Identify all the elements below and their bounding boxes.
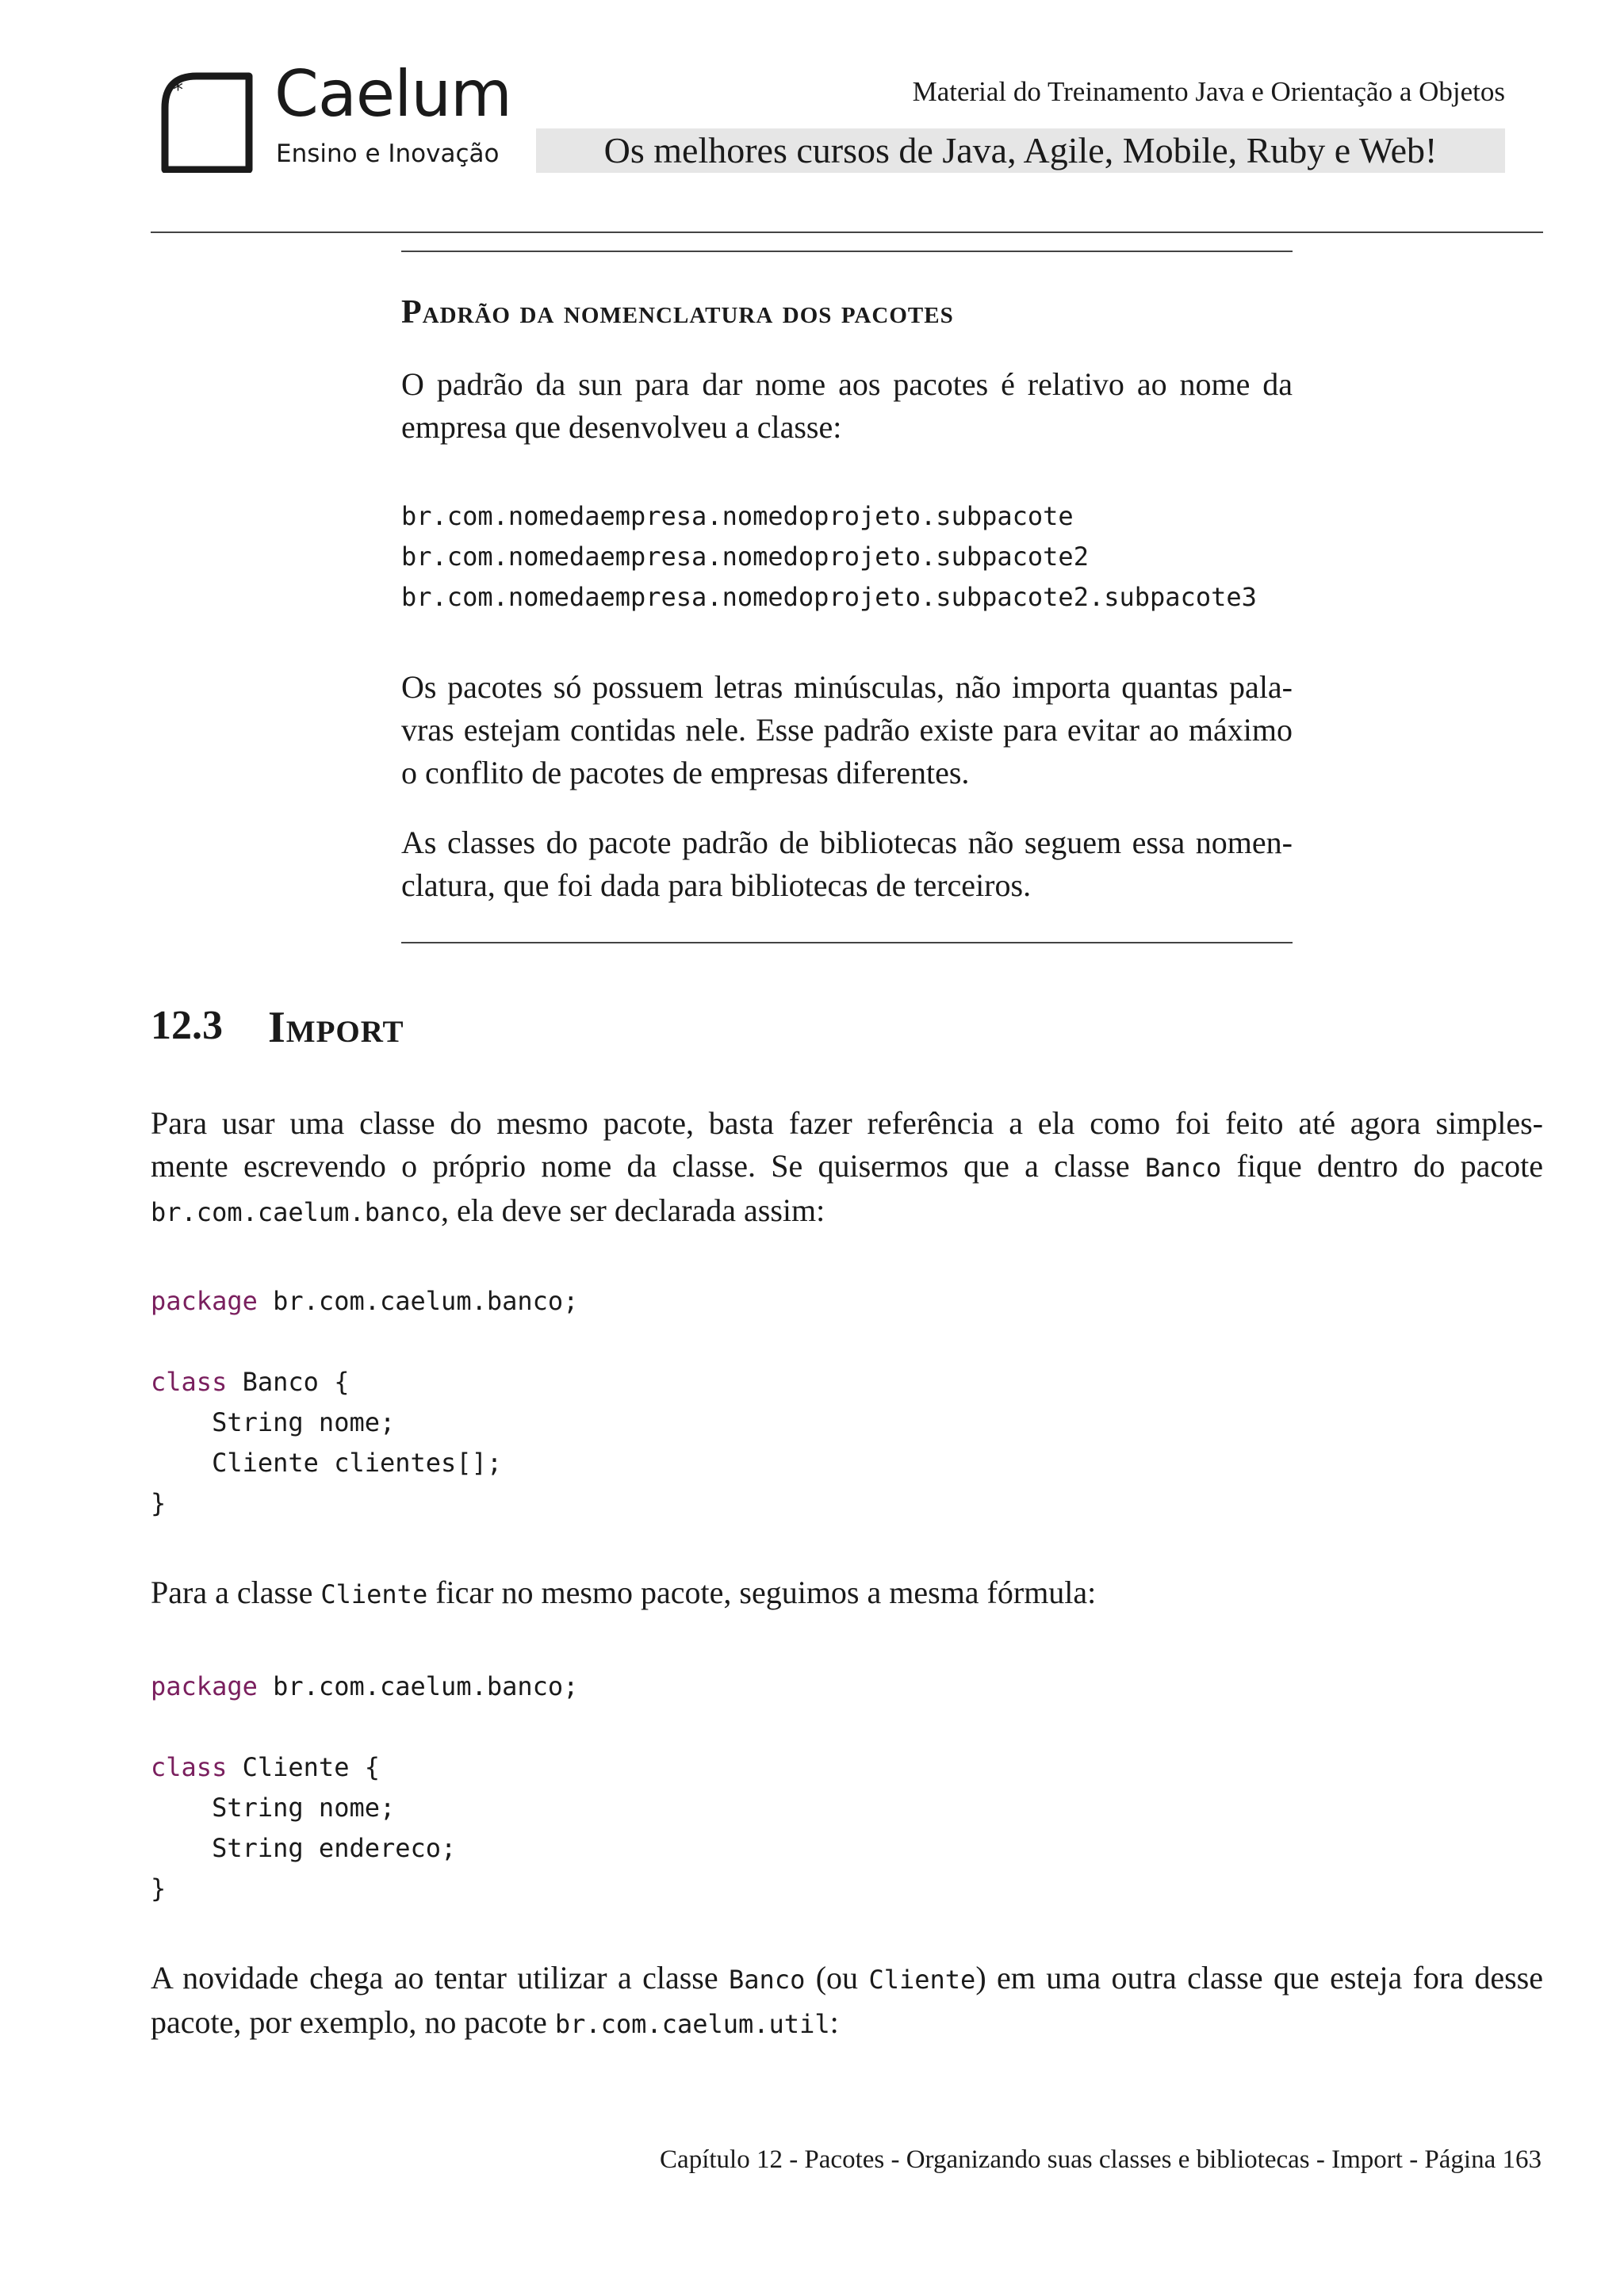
inline-code: Banco	[729, 1965, 806, 1995]
box-paragraph-3	[401, 821, 1293, 907]
box-bottom-rule	[401, 942, 1293, 943]
logo-tagline: Ensino e Inovação	[276, 140, 500, 168]
text-line	[151, 1571, 1543, 1616]
section-number: 12.3	[151, 1003, 223, 1048]
code-line: br.com.nomedaempresa.nomedoprojeto.subpacote	[401, 501, 1074, 531]
code-block-banco	[151, 1281, 578, 1524]
section-title: Import	[268, 1003, 404, 1052]
code-line	[151, 1747, 578, 1788]
code-text: br.com.caelum.banco;	[257, 1671, 579, 1701]
code-line	[151, 1281, 578, 1322]
text-fragment: (ou	[805, 1960, 869, 1996]
slogan-text: Os melhores cursos de Java, Agile, Mobile, Ruby e Web!	[603, 130, 1438, 170]
code-line: }	[151, 1873, 167, 1904]
text-line: O padrão da sun para dar nome aos pacotes é relativo ao nome da	[401, 366, 1293, 402]
code-line: Cliente clientes[];	[151, 1448, 503, 1478]
svg-text:*: *	[173, 78, 183, 102]
text-line: vras estejam contidas nele. Esse padrão existe para evitar ao máximo	[401, 712, 1293, 748]
header-divider	[151, 232, 1543, 233]
text-fragment: A novidade chega ao tentar utilizar a classe	[151, 1960, 730, 1996]
text-fragment: ficar no mesmo pacote, seguimos a mesma fórmula:	[427, 1575, 1097, 1610]
text-line: o conflito de pacotes de empresas diferentes.	[401, 755, 970, 790]
text-fragment: , ela deve ser declarada assim:	[441, 1192, 825, 1228]
text-fragment: fique dentro do pacote	[1221, 1148, 1544, 1184]
text-line: empresa que desenvolveu a classe:	[401, 409, 842, 445]
code-block-cliente	[151, 1667, 578, 1909]
text-line	[151, 1145, 1543, 1189]
code-text: br.com.caelum.banco;	[257, 1286, 579, 1316]
section-paragraph-3	[151, 1957, 1543, 2045]
code-line	[151, 1667, 578, 1707]
inline-code: Cliente	[868, 1965, 976, 1995]
inline-code: br.com.caelum.util	[554, 2009, 830, 2039]
code-line: String endereco;	[151, 1833, 457, 1863]
page-footer: Capítulo 12 - Pacotes - Organizando suas classes e bibliotecas - Import - Página 163	[660, 2145, 1542, 2174]
code-line: br.com.nomedaempresa.nomedoprojeto.subpacote2.subpacote3	[401, 582, 1257, 612]
code-line: }	[151, 1488, 167, 1518]
logo-mark-icon	[157, 70, 255, 173]
code-line	[151, 1322, 578, 1362]
text-line: Para usar uma classe do mesmo pacote, basta fazer referência a ela como foi feito até agora simples-	[151, 1105, 1543, 1141]
material-title: Material do Treinamento Java e Orientação a Objetos	[912, 76, 1505, 107]
box-top-rule	[401, 251, 1293, 252]
code-line	[151, 1707, 578, 1747]
code-keyword: class	[151, 1752, 228, 1782]
text-line: As classes do pacote padrão de bibliotecas não seguem essa nomen-	[401, 825, 1293, 860]
slogan-bar	[536, 128, 1505, 173]
code-line: String nome;	[151, 1407, 396, 1437]
inline-code: Cliente	[320, 1579, 428, 1609]
caelum-logo	[157, 57, 511, 178]
text-fragment: Para a classe	[151, 1575, 321, 1610]
code-keyword: package	[151, 1671, 258, 1701]
section-paragraph-1	[151, 1102, 1543, 1234]
text-line	[151, 1957, 1543, 2001]
text-fragment: :	[829, 2004, 839, 2040]
code-text: Cliente {	[227, 1752, 380, 1782]
section-paragraph-2	[151, 1571, 1543, 1616]
box-code-block	[401, 496, 1257, 618]
text-line: clatura, que foi dada para bibliotecas de terceiros.	[401, 867, 1032, 903]
box-intro-paragraph	[401, 363, 1293, 449]
inline-code: Banco	[1144, 1153, 1222, 1183]
text-line: Os pacotes só possuem letras minúsculas, não importa quantas pala-	[401, 669, 1293, 705]
text-line	[151, 1189, 1543, 1234]
text-fragment: pacote, por exemplo, no pacote	[151, 2004, 555, 2040]
code-line: String nome;	[151, 1793, 396, 1823]
code-text: Banco {	[227, 1367, 350, 1397]
text-line	[151, 2001, 1543, 2045]
inline-code: br.com.caelum.banco	[151, 1197, 442, 1227]
box-paragraph-2	[401, 666, 1293, 794]
text-fragment: ) em uma outra classe que esteja fora desse	[975, 1960, 1544, 1996]
text-fragment: mente escrevendo o próprio nome da classe. Se quisermos que a classe	[151, 1148, 1145, 1184]
code-keyword: class	[151, 1367, 228, 1397]
code-line	[151, 1362, 578, 1402]
code-line: br.com.nomedaempresa.nomedoprojeto.subpacote2	[401, 541, 1089, 572]
code-keyword: package	[151, 1286, 258, 1316]
logo-name: Caelum	[274, 57, 511, 131]
box-title: Padrão da nomenclatura dos pacotes	[401, 294, 954, 331]
